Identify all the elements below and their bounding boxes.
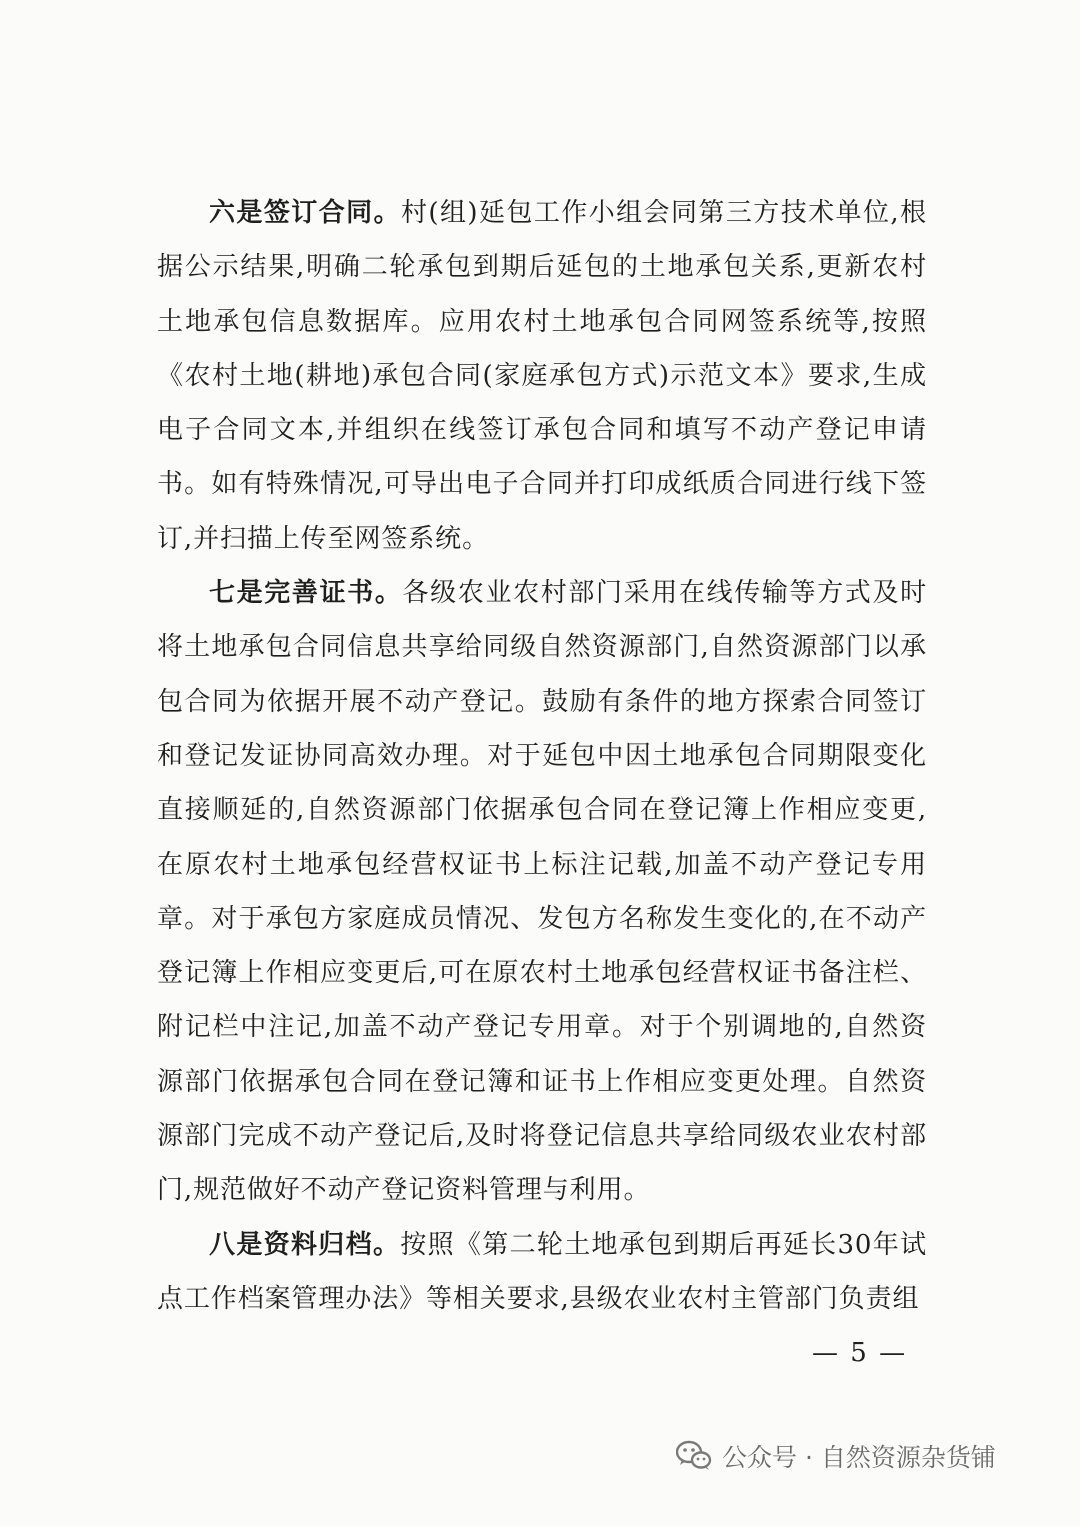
account-watermark — [676, 1436, 996, 1476]
document-body — [157, 186, 927, 1326]
paragraph-improving-certificates — [157, 566, 927, 1218]
paragraph-text: 各级农业农村部门采用在线传输等方式及时将土地承包合同信息共享给同级自然资源部门,自然资源部门以承包合同为依据开展不动产登记。鼓励有条件的地方探索合同签订和登记发证协同高效办理。对于延包中因土地承包合同期限变化直接顺延的,自然资源部门依据承包合同在登记簿上作相应变更,在原农村土地承包经营权证书上标注记载,加盖不动产登记专用章。对于承包方家庭成员情况、发包方名称发生变化的,在不动产登记簿上作相应变更后,可在原农村土地承包经营权证书备注栏、附记栏中注记,加盖不动产登记专用章。对于个别调地的,自然资源部门依据承包合同在登记簿和证书上作相应变更处理。自然资源部门完成不动产登记后,及时将登记信息共享给同级农业农村部门,规范做好不动产登记资料管理与利用。 — [157, 578, 927, 1206]
paragraph-heading: 七是完善证书。 — [209, 578, 403, 609]
wechat-icon — [676, 1440, 712, 1472]
paragraph-heading: 六是签订合同。 — [209, 198, 401, 228]
paragraph-archiving-records — [157, 1218, 927, 1327]
paragraph-signing-contracts — [157, 186, 927, 566]
paragraph-text: 村(组)延包工作小组会同第三方技术单位,根据公示结果,明确二轮承包到期后延包的土地承包关系,更新农村土地承包信息数据库。应用农村土地承包合同网签系统等,按照《农村土地(耕地)承包合同(家庭承包方式)示范文本》要求,生成电子合同文本,并组织在线签订承包合同和填写不动产登记申请书。如有特殊情况,可导出电子合同并打印成纸质合同进行线下签订,并扫描上传至网签系统。 — [157, 198, 927, 554]
paragraph-text: 按照《第二轮土地承包到期后再延长30年试点工作档案管理办法》等相关要求,县级农业农村主管部门负责组 — [157, 1229, 927, 1314]
page-number: — 5 — — [812, 1338, 908, 1368]
watermark-text: 公众号 · 自然资源杂货铺 — [722, 1443, 996, 1472]
paragraph-heading: 八是资料归档。 — [209, 1229, 401, 1260]
